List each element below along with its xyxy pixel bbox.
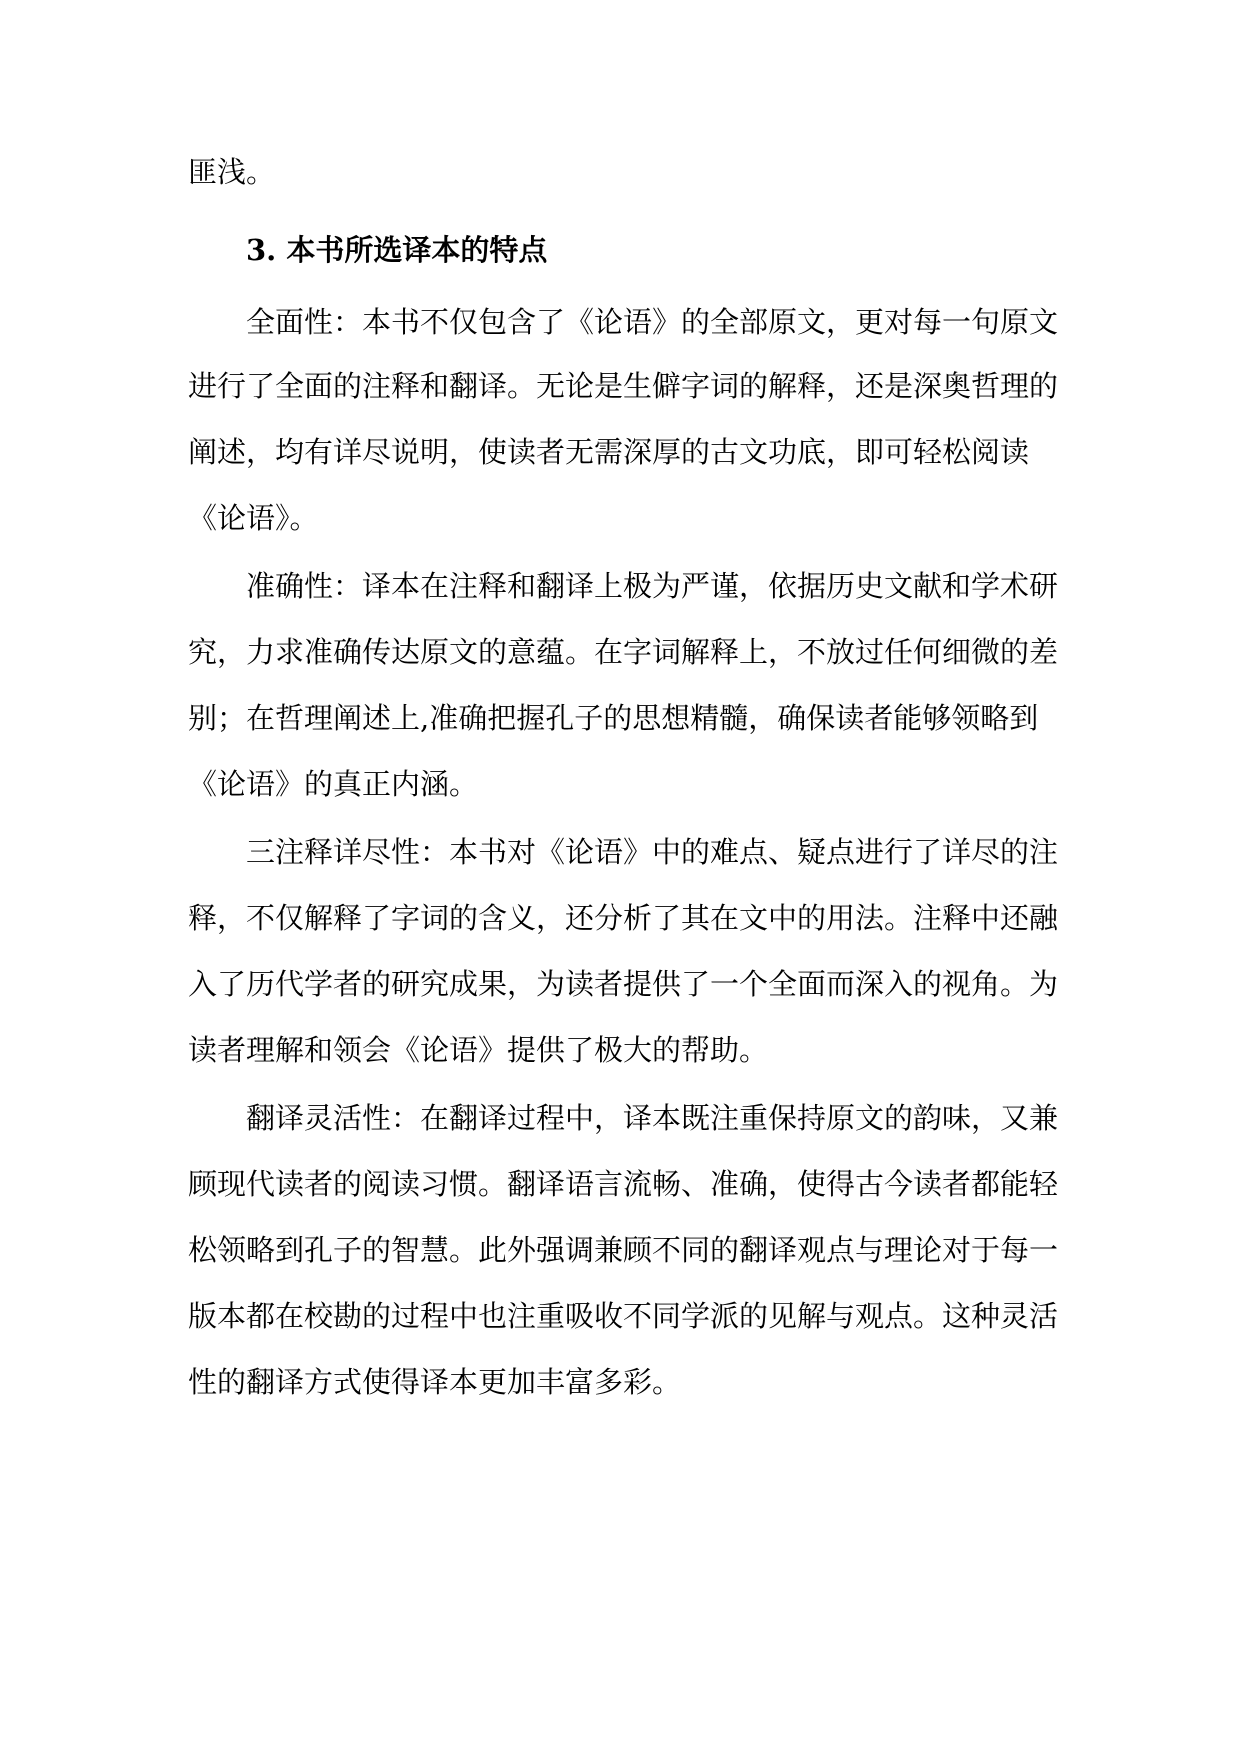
paragraph-flexibility-line-1: 翻译灵活性：在翻译过程中，译本既注重保持原文的韵味，又兼 — [246, 1101, 1059, 1135]
paragraph-flexibility-line-4: 版本都在校勘的过程中也注重吸收不同学派的见解与观点。这种灵活 — [188, 1299, 1059, 1333]
paragraph-flexibility-line-2: 顾现代读者的阅读习惯。翻译语言流畅、准确，使得古今读者都能轻 — [188, 1167, 1059, 1201]
paragraph-accuracy-line-4: 《论语》的真正内涵。 — [188, 767, 479, 801]
paragraph-comprehensiveness-line-2: 进行了全面的注释和翻译。无论是生僻字词的解释，还是深奥哲理的 — [188, 369, 1059, 403]
paragraph-comprehensiveness-line-1: 全面性：本书不仅包含了《论语》的全部原文，更对每一句原文 — [246, 305, 1059, 339]
paragraph-annotation-line-2: 释，不仅解释了字词的含义，还分析了其在文中的用法。注释中还融 — [188, 901, 1059, 935]
paragraph-comprehensiveness-line-3: 阐述，均有详尽说明，使读者无需深厚的古文功底，即可轻松阅读 — [188, 435, 1030, 469]
paragraph-flexibility-line-5: 性的翻译方式使得译本更加丰富多彩。 — [188, 1365, 682, 1399]
paragraph-annotation-line-4: 读者理解和领会《论语》提供了极大的帮助。 — [188, 1033, 769, 1067]
paragraph-annotation-line-3: 入了历代学者的研究成果，为读者提供了一个全面而深入的视角。为 — [188, 967, 1059, 1001]
text-line-continuation: 匪浅。 — [188, 155, 276, 189]
paragraph-comprehensiveness-line-4: 《论语》。 — [188, 501, 319, 535]
paragraph-flexibility-line-3: 松领略到孔子的智慧。此外强调兼顾不同的翻译观点与理论对于每一 — [188, 1233, 1059, 1267]
section-heading: 3. 本书所选译本的特点 — [246, 233, 548, 267]
paragraph-accuracy-line-2: 究，力求准确传达原文的意蕴。在字词解释上，不放过任何细微的差 — [188, 635, 1059, 669]
paragraph-annotation-line-1: 三注释详尽性：本书对《论语》中的难点、疑点进行了详尽的注 — [246, 835, 1059, 869]
paragraph-accuracy-line-1: 准确性：译本在注释和翻译上极为严谨，依据历史文献和学术研 — [246, 569, 1059, 603]
paragraph-accuracy-line-3: 别；在哲理阐述上,准确把握孔子的思想精髓，确保读者能够领略到 — [188, 701, 1039, 735]
